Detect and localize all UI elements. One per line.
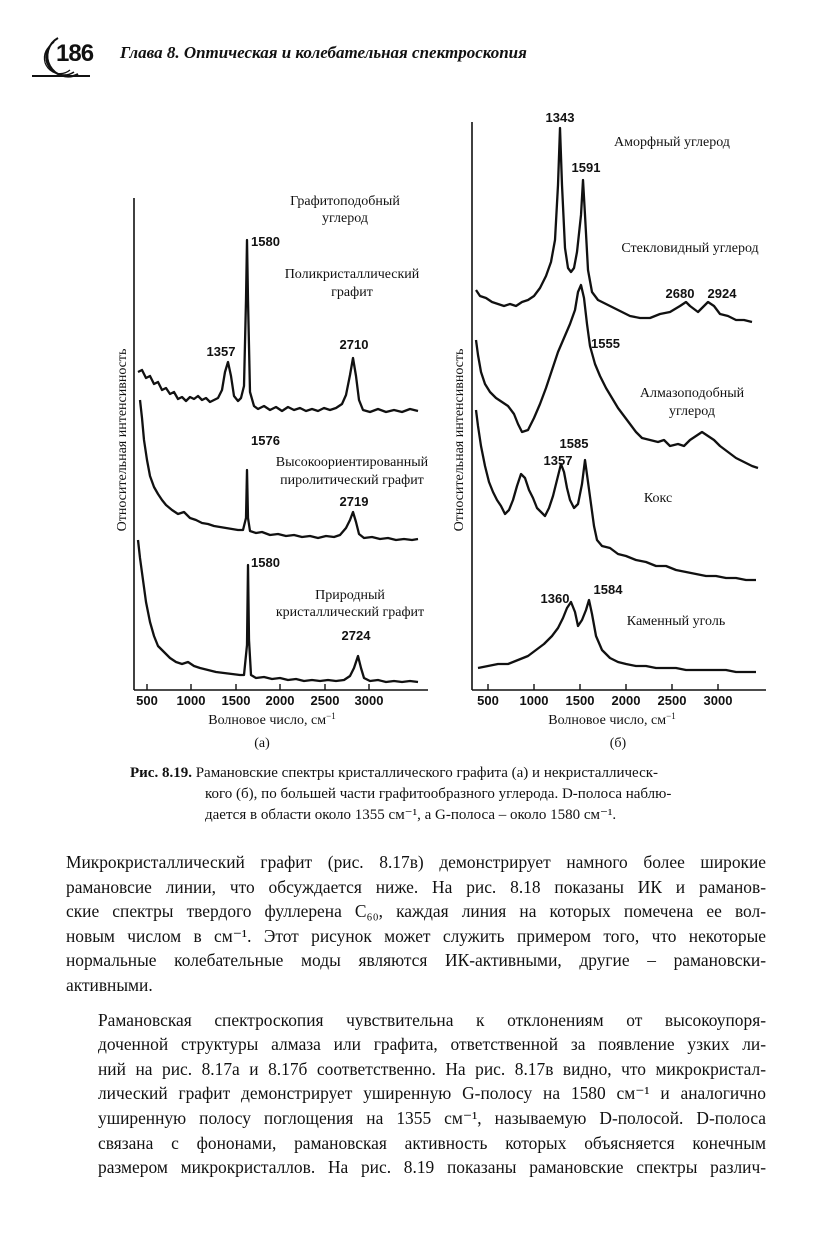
panel-a-peak-2710: 2710: [339, 337, 369, 352]
p2-line-6: связана с фононами, рамановская активность которых объясняется конечным: [98, 1132, 766, 1153]
panel-a-series-natural-line1: Природный: [315, 588, 385, 603]
p1-line-4: новым числом в см⁻¹. Этот рисунок может служить примером того, что некоторые: [66, 925, 766, 946]
panel-b-label: (б): [609, 736, 627, 751]
p2-line-7: размером микрокристаллов. На рис. 8.19 показаны рамановские спектры различ-: [98, 1157, 766, 1178]
panel-b-xtick-1500: 1500: [565, 693, 595, 708]
caption-line-1: Рамановские спектры кристаллического графита (а) и некристаллическ-: [195, 765, 659, 781]
panel-b-peak-1360: 1360: [540, 591, 570, 606]
panel-b-xtick-2500: 2500: [657, 693, 687, 708]
panel-b-peak-2924: 2924: [707, 286, 737, 301]
panel-b-xtick-1000: 1000: [519, 693, 549, 708]
panel-a-ylabel: Относительная интенсивность: [115, 348, 130, 532]
panel-b-spectrum-dlc: [476, 410, 756, 580]
panel-b-peak-1584: 1584: [593, 582, 623, 597]
panel-a-series-polycrystalline-line1: Поликристаллический: [284, 267, 420, 282]
p2-line-2: доченной структуры алмаза или графита, ответственной за появление узких ли-: [98, 1034, 766, 1055]
panel-a-xtick-2000: 2000: [265, 693, 295, 708]
panel-a-xtick-1500: 1500: [221, 693, 251, 708]
paragraph-1: [66, 850, 766, 998]
panel-a-label: (а): [254, 736, 270, 751]
panel-b-spectrum-glassy: [476, 285, 758, 468]
panel-b-spectrum-coal: [478, 600, 756, 672]
panel-a-xtick-1000: 1000: [176, 693, 206, 708]
panel-b: [452, 110, 766, 751]
p1-line-1: Микрокристаллический графит (рис. 8.17в) демонстрирует намного более широкие: [66, 852, 766, 872]
panel-a-peak-1357: 1357: [206, 344, 236, 359]
panel-a-xlabel: Волновое число, $см^{-1}$: [208, 711, 336, 728]
p2-line-1: Рамановская спектроскопия чувствительна к отклонениям от высокоупоря-: [98, 1009, 766, 1030]
panel-a-series-polycrystalline-line2: графит: [331, 285, 373, 300]
panel-a-peak-2724: 2724: [341, 628, 371, 643]
p2-line-4: лический графит демонстрирует уширенную G-полосу на 1580 см⁻¹ и аналогично: [98, 1083, 766, 1104]
panel-b-ylabel: Относительная интенсивность: [452, 348, 467, 532]
panel-b-series-glassy: Стекловидный углерод: [621, 241, 759, 256]
panel-b-series-coke: Кокс: [643, 491, 673, 506]
panel-b-xlabel: Волновое число, $см^{-1}$: [548, 711, 676, 728]
p1-line-5: нормальные колебательные моды являются ИК-активными, другие – рамановски-: [66, 950, 766, 971]
caption-line-2: кого (б), по большей части графитообразного углерода. D-полоса наблю-: [205, 786, 672, 802]
panel-b-series-dlc-line2: углерод: [669, 404, 715, 419]
panel-a-series-hopg-line2: пиролитический графит: [280, 473, 424, 488]
panel-a-xtick-500: 500: [136, 693, 158, 708]
caption-label: Рис. 8.19.: [130, 765, 192, 781]
chapter-title: Глава 8. Оптическая и колебательная спектроскопия: [120, 43, 527, 62]
panel-a-peak-1580b: 1580: [251, 555, 280, 570]
panel-b-peak-1357: 1357: [543, 453, 573, 468]
panel-a-spectrum-polycrystalline: [138, 240, 418, 412]
panel-a: [115, 194, 429, 751]
panel-b-xtick-3000: 3000: [703, 693, 733, 708]
panel-b-peak-2680: 2680: [665, 286, 695, 301]
panel-a-group-title-line2: углерод: [322, 211, 368, 226]
figure-caption: [130, 763, 770, 826]
panel-a-peak-1580: 1580: [251, 234, 280, 249]
p2-line-3: ний на рис. 8.17а и 8.17б соответственно. На рис. 8.17в видно, что микрокристал-: [98, 1058, 766, 1079]
panel-b-peak-1585: 1585: [559, 436, 589, 451]
panel-b-series-amorphous: Аморфный углерод: [614, 135, 730, 150]
body-text: [66, 850, 766, 1180]
panel-a-group-title-line1: Графитоподобный: [290, 194, 400, 209]
panel-a-xtick-2500: 2500: [310, 693, 340, 708]
panel-a-series-hopg-line1: Высокоориентированный: [275, 455, 429, 470]
p1-line-2: рамановсие линии, что обсуждается ниже. На рис. 8.18 показаны ИК и раманов-: [66, 876, 766, 897]
p1-line-6: активными.: [66, 974, 153, 995]
caption-line-3: дается в области около 1355 см⁻¹, а G-полоса – около 1580 см⁻¹.: [205, 807, 617, 823]
panel-b-peak-1591: 1591: [571, 160, 601, 175]
paragraph-2: [66, 1008, 766, 1180]
p1-line-3: ские спектры твердого фуллерена C₆₀, каждая линия на которых помечена ее вол-: [66, 901, 766, 922]
page-number: 186: [56, 40, 94, 67]
panel-b-xtick-2000: 2000: [611, 693, 641, 708]
panel-b-peak-1555: 1555: [591, 336, 620, 351]
panel-a-peak-1576: 1576: [251, 433, 280, 448]
panel-b-series-coal: Каменный уголь: [626, 614, 726, 629]
panel-a-xtick-3000: 3000: [354, 693, 384, 708]
panel-b-xtick-500: 500: [477, 693, 499, 708]
panel-a-spectrum-hopg: [140, 400, 418, 540]
p2-line-5: уширенную полосу поглощения на 1355 см⁻¹, называемую D-полосой. D-полоса: [98, 1107, 766, 1128]
panel-a-series-natural-line2: кристаллический графит: [275, 605, 425, 620]
panel-a-peak-2719: 2719: [339, 494, 369, 509]
panel-b-series-dlc-line1: Алмазоподобный: [639, 386, 745, 401]
panel-b-peak-1343: 1343: [545, 110, 575, 125]
